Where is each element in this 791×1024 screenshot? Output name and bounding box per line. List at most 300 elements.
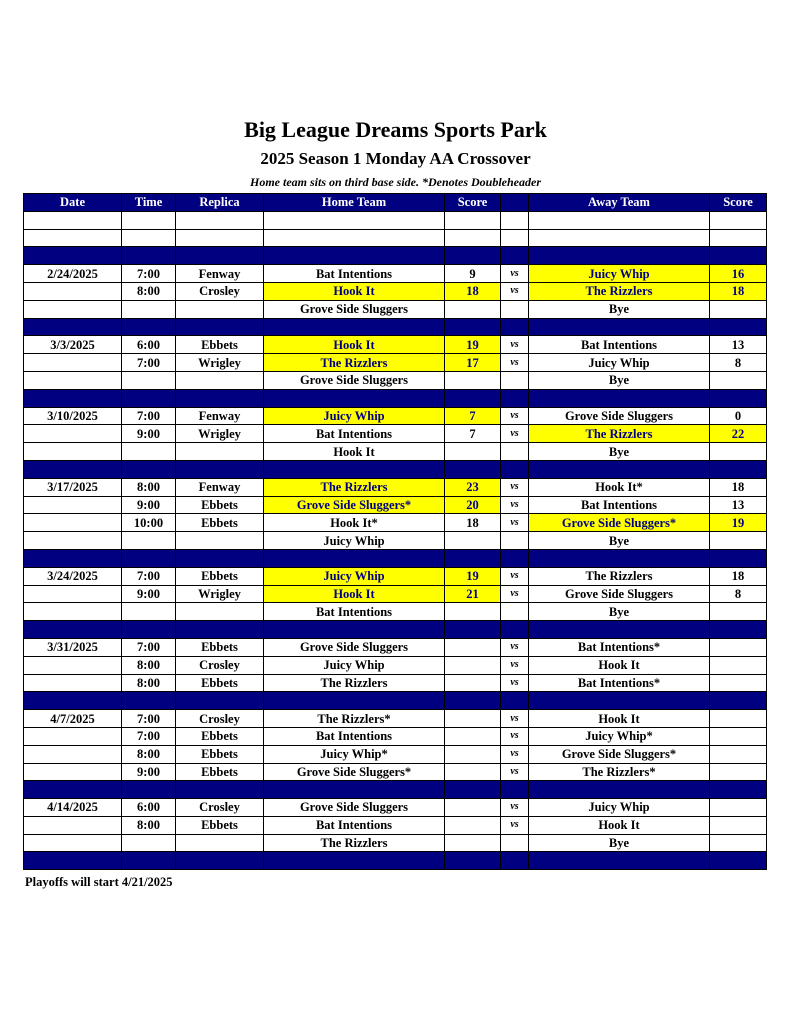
date-cell <box>24 443 122 461</box>
separator-cell <box>264 621 445 639</box>
separator-cell <box>529 460 710 478</box>
table-row <box>24 834 767 852</box>
home-score-cell: 7 <box>445 407 501 425</box>
table-row <box>24 603 767 621</box>
separator-cell <box>264 852 445 870</box>
home-team-cell: The Rizzlers <box>264 674 445 692</box>
date-cell <box>24 514 122 532</box>
time-cell: 7:00 <box>122 354 176 372</box>
away-team-cell: Juicy Whip* <box>529 727 710 745</box>
home-score-cell <box>445 745 501 763</box>
away-team-cell: The Rizzlers* <box>529 763 710 781</box>
home-team-cell: Bat Intentions <box>264 727 445 745</box>
vs-cell <box>501 443 529 461</box>
replica-cell: Ebbets <box>176 514 264 532</box>
vs-cell: vs <box>501 656 529 674</box>
separator-cell <box>264 318 445 336</box>
separator-cell <box>710 692 767 710</box>
away-team-cell: Grove Side Sluggers* <box>529 745 710 763</box>
vs-cell: vs <box>501 336 529 354</box>
home-score-cell <box>445 638 501 656</box>
vs-cell: vs <box>501 496 529 514</box>
away-team-cell: Hook It <box>529 710 710 728</box>
away-score-cell: 16 <box>710 265 767 283</box>
away-team-cell: Bat Intentions* <box>529 638 710 656</box>
separator-cell <box>264 692 445 710</box>
away-score-cell <box>710 638 767 656</box>
home-team-cell: Grove Side Sluggers <box>264 300 445 318</box>
separator-cell <box>24 389 122 407</box>
replica-cell: Crosley <box>176 656 264 674</box>
separator-cell <box>529 781 710 799</box>
time-cell <box>122 300 176 318</box>
separator-cell <box>710 781 767 799</box>
empty-cell <box>264 211 445 229</box>
empty-cell <box>501 229 529 247</box>
table-row <box>24 799 767 817</box>
separator-cell <box>264 247 445 265</box>
home-score-cell <box>445 443 501 461</box>
separator-cell <box>122 621 176 639</box>
date-cell: 2/24/2025 <box>24 265 122 283</box>
separator-cell <box>176 621 264 639</box>
date-cell: 3/10/2025 <box>24 407 122 425</box>
vs-cell: vs <box>501 799 529 817</box>
separator-cell <box>122 852 176 870</box>
separator-cell <box>122 460 176 478</box>
home-team-cell: The Rizzlers <box>264 478 445 496</box>
separator-cell <box>176 852 264 870</box>
separator-cell <box>529 549 710 567</box>
table-row <box>24 265 767 283</box>
time-cell <box>122 371 176 389</box>
home-score-cell <box>445 532 501 550</box>
empty-cell <box>710 211 767 229</box>
time-cell: 9:00 <box>122 496 176 514</box>
table-row <box>24 282 767 300</box>
date-cell <box>24 585 122 603</box>
empty-cell <box>445 211 501 229</box>
vs-cell: vs <box>501 710 529 728</box>
empty-cell <box>122 229 176 247</box>
home-score-cell <box>445 834 501 852</box>
separator-cell <box>710 621 767 639</box>
schedule-note: Home team sits on third base side. *Denotes Doubleheader <box>250 175 541 189</box>
time-cell: 8:00 <box>122 674 176 692</box>
separator-cell <box>176 692 264 710</box>
time-cell: 7:00 <box>122 638 176 656</box>
away-score-cell <box>710 300 767 318</box>
away-team-cell: Grove Side Sluggers <box>529 407 710 425</box>
empty-cell <box>529 211 710 229</box>
home-score-cell <box>445 371 501 389</box>
date-cell <box>24 656 122 674</box>
separator-cell <box>710 318 767 336</box>
table-row <box>24 443 767 461</box>
replica-cell <box>176 371 264 389</box>
empty-cell <box>122 211 176 229</box>
replica-cell: Ebbets <box>176 727 264 745</box>
column-header-home-score: Score <box>445 194 501 212</box>
replica-cell: Ebbets <box>176 638 264 656</box>
home-score-cell <box>445 603 501 621</box>
table-row <box>24 496 767 514</box>
vs-cell: vs <box>501 282 529 300</box>
home-team-cell: The Rizzlers <box>264 354 445 372</box>
date-cell <box>24 834 122 852</box>
home-score-cell <box>445 656 501 674</box>
time-cell: 9:00 <box>122 763 176 781</box>
time-cell: 8:00 <box>122 816 176 834</box>
away-team-cell: Bye <box>529 834 710 852</box>
home-team-cell: Bat Intentions <box>264 603 445 621</box>
page-title: Big League Dreams Sports Park <box>244 117 547 142</box>
away-score-cell <box>710 532 767 550</box>
home-team-cell: Hook It <box>264 585 445 603</box>
home-score-cell <box>445 727 501 745</box>
replica-cell: Fenway <box>176 407 264 425</box>
away-score-cell: 18 <box>710 478 767 496</box>
separator-cell <box>122 549 176 567</box>
away-team-cell: Bye <box>529 532 710 550</box>
table-row <box>24 763 767 781</box>
home-score-cell <box>445 710 501 728</box>
separator-cell <box>710 389 767 407</box>
separator-cell <box>122 247 176 265</box>
week-separator-row <box>24 781 767 799</box>
separator-cell <box>710 852 767 870</box>
replica-cell: Fenway <box>176 478 264 496</box>
schedule-table <box>23 193 767 870</box>
away-score-cell <box>710 603 767 621</box>
replica-cell <box>176 532 264 550</box>
blank-row <box>24 229 767 247</box>
separator-cell <box>176 247 264 265</box>
date-cell <box>24 727 122 745</box>
date-cell <box>24 282 122 300</box>
column-header-away-score: Score <box>710 194 767 212</box>
empty-cell <box>176 229 264 247</box>
time-cell <box>122 834 176 852</box>
separator-cell <box>122 781 176 799</box>
time-cell <box>122 603 176 621</box>
away-score-cell: 8 <box>710 354 767 372</box>
separator-cell <box>24 318 122 336</box>
replica-cell: Ebbets <box>176 763 264 781</box>
separator-cell <box>24 549 122 567</box>
separator-cell <box>24 621 122 639</box>
separator-cell <box>176 781 264 799</box>
home-score-cell <box>445 300 501 318</box>
home-team-cell: Juicy Whip* <box>264 745 445 763</box>
separator-cell <box>445 692 501 710</box>
time-cell: 7:00 <box>122 407 176 425</box>
date-cell <box>24 816 122 834</box>
time-cell: 7:00 <box>122 265 176 283</box>
away-score-cell <box>710 656 767 674</box>
date-cell <box>24 532 122 550</box>
away-team-cell: Hook It <box>529 656 710 674</box>
table-row <box>24 425 767 443</box>
home-team-cell: Hook It <box>264 443 445 461</box>
separator-cell <box>710 247 767 265</box>
away-score-cell <box>710 674 767 692</box>
week-separator-row <box>24 852 767 870</box>
away-score-cell <box>710 710 767 728</box>
week-separator-row <box>24 318 767 336</box>
separator-cell <box>529 247 710 265</box>
separator-cell <box>501 781 529 799</box>
playoffs-note: Playoffs will start 4/21/2025 <box>25 875 173 889</box>
away-team-cell: Bye <box>529 443 710 461</box>
home-score-cell <box>445 799 501 817</box>
vs-cell: vs <box>501 816 529 834</box>
replica-cell <box>176 300 264 318</box>
away-score-cell: 18 <box>710 282 767 300</box>
empty-cell <box>24 229 122 247</box>
vs-cell <box>501 603 529 621</box>
home-team-cell: Grove Side Sluggers <box>264 638 445 656</box>
vs-cell: vs <box>501 425 529 443</box>
page-subtitle: 2025 Season 1 Monday AA Crossover <box>260 149 531 168</box>
vs-cell <box>501 371 529 389</box>
empty-cell <box>445 229 501 247</box>
separator-cell <box>176 549 264 567</box>
table-row <box>24 532 767 550</box>
separator-cell <box>445 460 501 478</box>
separator-cell <box>445 549 501 567</box>
date-cell: 3/31/2025 <box>24 638 122 656</box>
separator-cell <box>529 852 710 870</box>
away-score-cell: 13 <box>710 496 767 514</box>
separator-cell <box>710 549 767 567</box>
separator-cell <box>264 781 445 799</box>
vs-cell <box>501 834 529 852</box>
column-header-replica: Replica <box>176 194 264 212</box>
table-row <box>24 638 767 656</box>
away-score-cell: 8 <box>710 585 767 603</box>
vs-cell: vs <box>501 763 529 781</box>
date-cell <box>24 674 122 692</box>
away-score-cell <box>710 443 767 461</box>
separator-cell <box>501 692 529 710</box>
header-row <box>24 194 767 212</box>
replica-cell: Ebbets <box>176 567 264 585</box>
separator-cell <box>445 621 501 639</box>
separator-cell <box>176 389 264 407</box>
away-score-cell: 19 <box>710 514 767 532</box>
table-row <box>24 727 767 745</box>
table-row <box>24 710 767 728</box>
table-row <box>24 567 767 585</box>
home-team-cell: Hook It <box>264 282 445 300</box>
home-team-cell: Juicy Whip <box>264 656 445 674</box>
time-cell: 8:00 <box>122 282 176 300</box>
home-score-cell: 21 <box>445 585 501 603</box>
vs-cell <box>501 300 529 318</box>
date-cell <box>24 603 122 621</box>
away-team-cell: Juicy Whip <box>529 265 710 283</box>
away-score-cell <box>710 763 767 781</box>
replica-cell: Ebbets <box>176 496 264 514</box>
away-team-cell: Juicy Whip <box>529 799 710 817</box>
separator-cell <box>710 460 767 478</box>
vs-cell: vs <box>501 745 529 763</box>
separator-cell <box>501 389 529 407</box>
home-team-cell: Grove Side Sluggers* <box>264 496 445 514</box>
vs-cell <box>501 532 529 550</box>
home-team-cell: Juicy Whip <box>264 532 445 550</box>
table-row <box>24 371 767 389</box>
away-score-cell <box>710 816 767 834</box>
date-cell <box>24 745 122 763</box>
time-cell: 6:00 <box>122 799 176 817</box>
replica-cell: Crosley <box>176 799 264 817</box>
home-score-cell: 17 <box>445 354 501 372</box>
table-row <box>24 407 767 425</box>
home-team-cell: Juicy Whip <box>264 567 445 585</box>
schedule-body <box>24 211 767 869</box>
separator-cell <box>24 852 122 870</box>
away-team-cell: The Rizzlers <box>529 425 710 443</box>
home-score-cell: 19 <box>445 567 501 585</box>
replica-cell: Ebbets <box>176 674 264 692</box>
time-cell: 8:00 <box>122 745 176 763</box>
time-cell: 6:00 <box>122 336 176 354</box>
date-cell <box>24 763 122 781</box>
date-cell: 3/24/2025 <box>24 567 122 585</box>
separator-cell <box>445 318 501 336</box>
column-header-date: Date <box>24 194 122 212</box>
away-score-cell: 18 <box>710 567 767 585</box>
separator-cell <box>501 852 529 870</box>
date-cell: 3/3/2025 <box>24 336 122 354</box>
separator-cell <box>122 692 176 710</box>
date-cell: 3/17/2025 <box>24 478 122 496</box>
vs-cell: vs <box>501 265 529 283</box>
vs-cell: vs <box>501 674 529 692</box>
away-score-cell <box>710 834 767 852</box>
vs-cell: vs <box>501 638 529 656</box>
separator-cell <box>264 460 445 478</box>
away-team-cell: Bat Intentions <box>529 336 710 354</box>
away-team-cell: Bye <box>529 371 710 389</box>
time-cell: 8:00 <box>122 478 176 496</box>
vs-cell: vs <box>501 354 529 372</box>
time-cell: 7:00 <box>122 710 176 728</box>
replica-cell: Wrigley <box>176 354 264 372</box>
replica-cell: Crosley <box>176 282 264 300</box>
home-score-cell: 20 <box>445 496 501 514</box>
vs-cell: vs <box>501 478 529 496</box>
date-cell <box>24 371 122 389</box>
vs-cell: vs <box>501 727 529 745</box>
home-team-cell: Bat Intentions <box>264 425 445 443</box>
replica-cell <box>176 834 264 852</box>
time-cell: 7:00 <box>122 727 176 745</box>
separator-cell <box>122 389 176 407</box>
table-row <box>24 478 767 496</box>
separator-cell <box>176 460 264 478</box>
away-score-cell <box>710 745 767 763</box>
column-header-vs <box>501 194 529 212</box>
away-score-cell: 13 <box>710 336 767 354</box>
away-team-cell: The Rizzlers <box>529 282 710 300</box>
away-team-cell: Grove Side Sluggers* <box>529 514 710 532</box>
separator-cell <box>176 318 264 336</box>
separator-cell <box>501 247 529 265</box>
replica-cell: Ebbets <box>176 336 264 354</box>
separator-cell <box>264 389 445 407</box>
home-team-cell: The Rizzlers <box>264 834 445 852</box>
home-team-cell: The Rizzlers* <box>264 710 445 728</box>
away-score-cell <box>710 727 767 745</box>
home-score-cell: 18 <box>445 514 501 532</box>
table-row <box>24 816 767 834</box>
empty-cell <box>24 211 122 229</box>
week-separator-row <box>24 460 767 478</box>
away-score-cell: 22 <box>710 425 767 443</box>
separator-cell <box>264 549 445 567</box>
date-cell: 4/7/2025 <box>24 710 122 728</box>
time-cell <box>122 443 176 461</box>
week-separator-row <box>24 549 767 567</box>
table-row <box>24 745 767 763</box>
separator-cell <box>501 460 529 478</box>
week-separator-row <box>24 692 767 710</box>
empty-cell <box>529 229 710 247</box>
away-score-cell: 0 <box>710 407 767 425</box>
away-score-cell <box>710 799 767 817</box>
time-cell: 7:00 <box>122 567 176 585</box>
home-score-cell: 7 <box>445 425 501 443</box>
blank-row <box>24 211 767 229</box>
column-header-time: Time <box>122 194 176 212</box>
away-team-cell: Bat Intentions* <box>529 674 710 692</box>
column-header-home-team: Home Team <box>264 194 445 212</box>
empty-cell <box>176 211 264 229</box>
away-team-cell: Bat Intentions <box>529 496 710 514</box>
away-team-cell: Hook It* <box>529 478 710 496</box>
table-row <box>24 674 767 692</box>
home-score-cell <box>445 816 501 834</box>
table-row <box>24 514 767 532</box>
week-separator-row <box>24 621 767 639</box>
away-team-cell: Bye <box>529 603 710 621</box>
separator-cell <box>501 549 529 567</box>
replica-cell: Wrigley <box>176 425 264 443</box>
home-team-cell: Bat Intentions <box>264 265 445 283</box>
away-team-cell: Bye <box>529 300 710 318</box>
separator-cell <box>529 318 710 336</box>
time-cell <box>122 532 176 550</box>
replica-cell: Ebbets <box>176 745 264 763</box>
replica-cell <box>176 603 264 621</box>
date-cell <box>24 300 122 318</box>
date-cell: 4/14/2025 <box>24 799 122 817</box>
vs-cell: vs <box>501 514 529 532</box>
home-team-cell: Grove Side Sluggers <box>264 799 445 817</box>
home-team-cell: Hook It <box>264 336 445 354</box>
separator-cell <box>529 692 710 710</box>
away-score-cell <box>710 371 767 389</box>
home-team-cell: Juicy Whip <box>264 407 445 425</box>
vs-cell: vs <box>501 407 529 425</box>
table-row <box>24 300 767 318</box>
table-row <box>24 336 767 354</box>
away-team-cell: Juicy Whip <box>529 354 710 372</box>
separator-cell <box>24 781 122 799</box>
